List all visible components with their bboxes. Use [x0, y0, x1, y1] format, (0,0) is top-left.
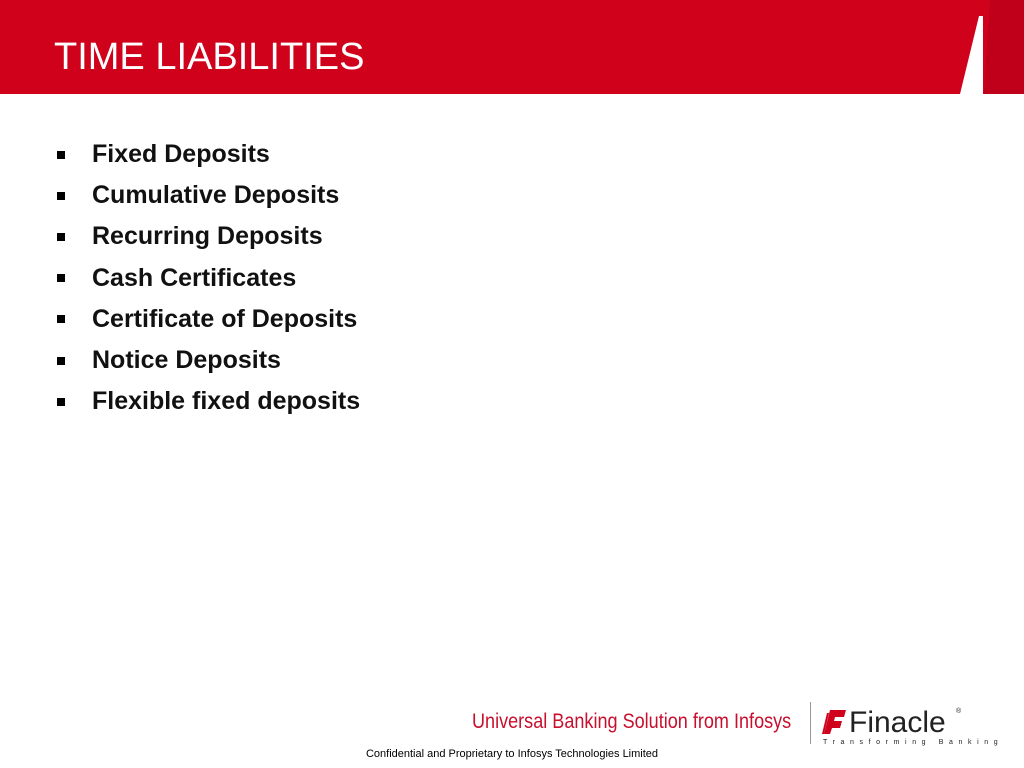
- confidentiality-notice: Confidential and Proprietary to Infosys Technologies Limited: [365, 748, 659, 760]
- bullet-text: Certificate of Deposits: [92, 304, 358, 333]
- square-bullet-icon: [57, 233, 65, 241]
- bullet-item: [54, 134, 360, 175]
- bullet-item: [54, 299, 360, 340]
- registered-mark: ®: [956, 708, 962, 715]
- slide-title: TIME LIABILITIES: [54, 36, 365, 78]
- bullet-list: [54, 134, 360, 422]
- bullet-item: [54, 216, 360, 257]
- bullet-item: [54, 381, 360, 422]
- finacle-logo: [822, 704, 1004, 748]
- square-bullet-icon: [57, 398, 65, 406]
- bullet-text: Flexible fixed deposits: [92, 387, 361, 416]
- square-bullet-icon: [57, 192, 65, 200]
- bullet-text: Fixed Deposits: [92, 140, 270, 169]
- bullet-text: Cash Certificates: [92, 263, 297, 292]
- bullet-text: Recurring Deposits: [92, 222, 323, 251]
- bullet-text: Notice Deposits: [92, 346, 281, 375]
- title-bar: [0, 0, 1024, 94]
- logo-wordmark: Finacle: [849, 706, 946, 739]
- finacle-logo-icon: [822, 710, 846, 734]
- bullet-item: [54, 340, 360, 381]
- bullet-item: [54, 175, 360, 216]
- square-bullet-icon: [57, 151, 65, 159]
- square-bullet-icon: [57, 274, 65, 282]
- footer-divider: [810, 702, 811, 744]
- bullet-item: [54, 258, 360, 299]
- footer-tagline: Universal Banking Solution from Infosys: [472, 710, 792, 733]
- logo-tagline: Transforming Banking: [823, 739, 1004, 746]
- square-bullet-icon: [57, 357, 65, 365]
- bullet-text: Cumulative Deposits: [92, 181, 340, 210]
- square-bullet-icon: [57, 315, 65, 323]
